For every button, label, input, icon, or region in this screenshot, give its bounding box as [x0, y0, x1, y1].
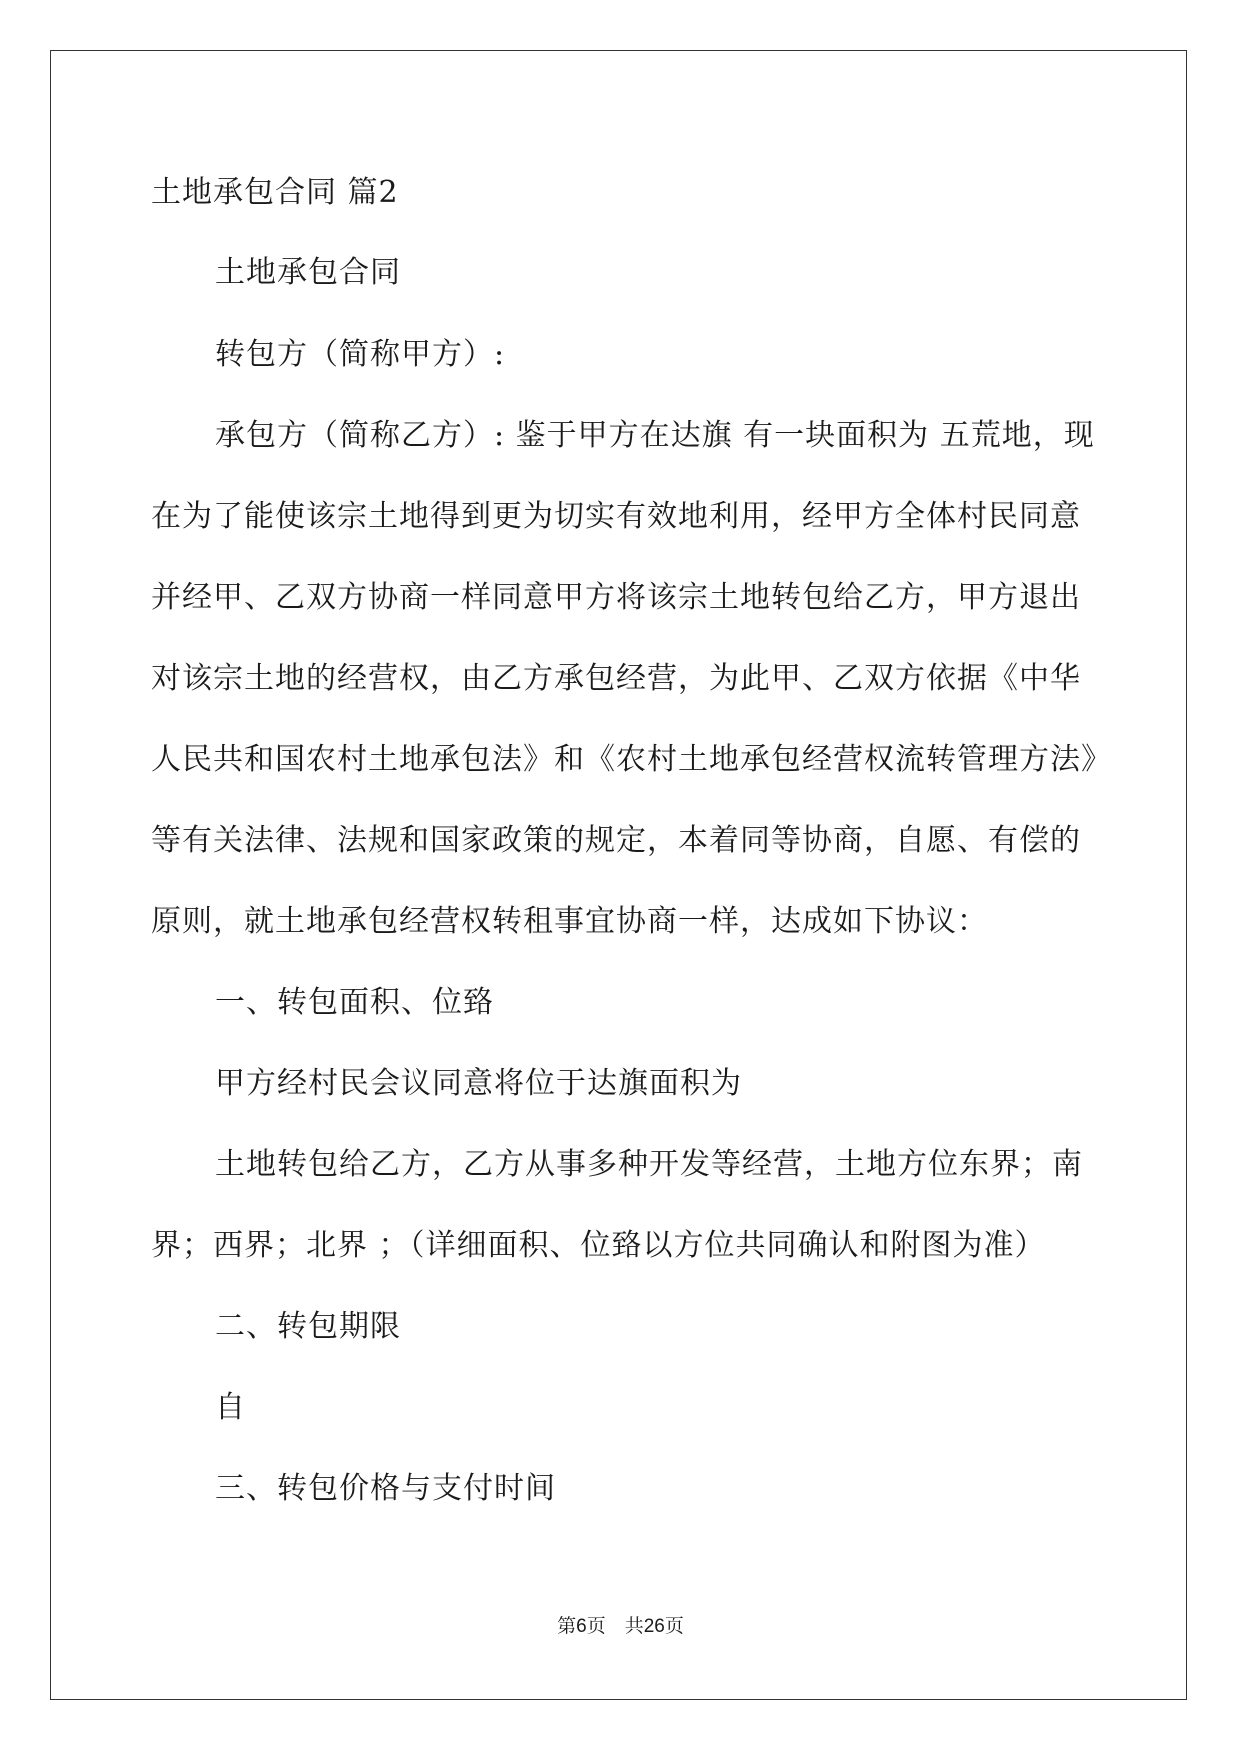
- body-line: 对该宗土地的经营权，由乙方承包经营，为此甲、乙双方依据《中华: [151, 661, 1081, 696]
- clause-2-text: 自: [215, 1390, 246, 1425]
- clause-1-text: 界；西界；北界 ；（详细面积、位臵以方位共同确认和附图为准）: [151, 1228, 1046, 1263]
- body-line: 承包方（简称乙方）: 鉴于甲方在达旗 有一块面积为 五荒地，现: [215, 418, 1095, 453]
- body-line: 在为了能使该宗土地得到更为切实有效地利用，经甲方全体村民同意: [151, 499, 1081, 534]
- clause-2-heading: 二、转包期限: [215, 1309, 401, 1344]
- clause-1-text: 土地转包给乙方，乙方从事多种开发等经营，土地方位东界；南: [215, 1147, 1083, 1182]
- body-line: 原则，就土地承包经营权转租事宜协商一样，达成如下协议：: [151, 904, 988, 939]
- page-footer: [0, 1614, 1241, 1639]
- page-border: [50, 50, 1187, 1700]
- clause-1-text: 甲方经村民会议同意将位于达旗面积为: [215, 1066, 742, 1101]
- body-line: 等有关法律、法规和国家政策的规定，本着同等协商，自愿、有偿的: [151, 823, 1081, 858]
- contract-title: 土地承包合同: [215, 255, 401, 290]
- body-line: 人民共和国农村土地承包法》和《农村土地承包经营权流转管理方法》: [151, 742, 1112, 777]
- section-title: 土地承包合同 篇2: [151, 175, 399, 210]
- footer-page-total: 26: [643, 1616, 665, 1637]
- footer-page-current: 6: [576, 1616, 587, 1637]
- clause-1-heading: 一、转包面积、位臵: [215, 985, 494, 1020]
- footer-page-suffix: 页: [664, 1615, 684, 1637]
- party-a-line: 转包方（简称甲方）:: [215, 337, 506, 372]
- clause-3-heading: 三、转包价格与支付时间: [215, 1471, 556, 1506]
- body-line: 并经甲、乙双方协商一样同意甲方将该宗土地转包给乙方，甲方退出: [151, 580, 1081, 615]
- footer-page-mid: 页 共: [586, 1615, 644, 1637]
- footer-page-prefix: 第: [557, 1615, 577, 1637]
